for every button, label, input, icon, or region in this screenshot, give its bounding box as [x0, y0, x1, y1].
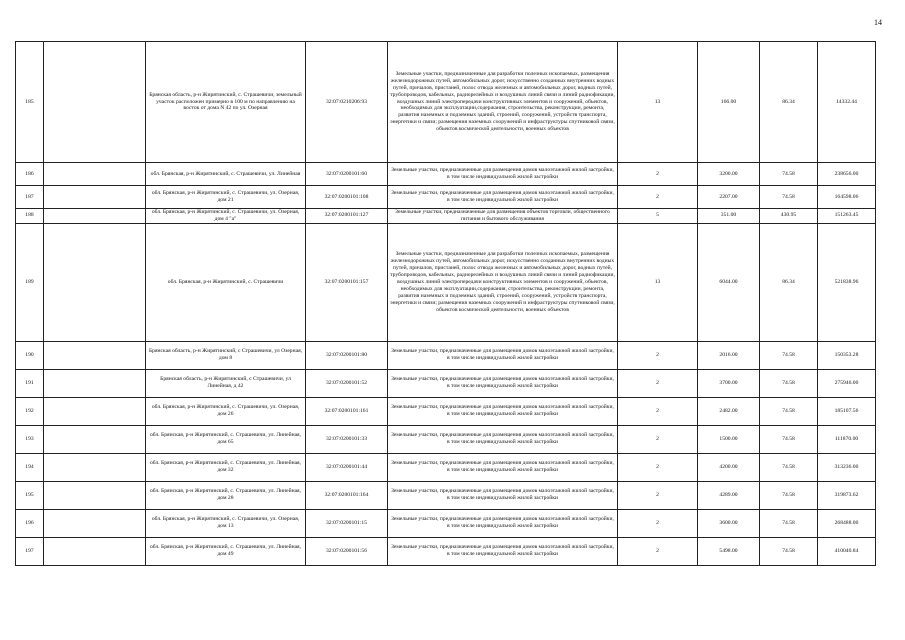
cadastral-number-cell: 32:07:0200101:108 [306, 186, 388, 209]
group-code-cell: 2 [618, 425, 698, 453]
area-cell: 351.00 [698, 209, 760, 224]
cadastral-value-cell: 151263.45 [818, 209, 876, 224]
address-cell: обл. Брянская, р-н Жирятинский, с. Страшевичи, ул. Линейная, дом 32 [146, 453, 306, 481]
cadastral-number-cell: 32:07:0200101:60 [306, 163, 388, 186]
row-number-cell: 194 [16, 453, 44, 481]
table-row [16, 537, 876, 565]
table-row [16, 453, 876, 481]
group-code-cell: 2 [618, 163, 698, 186]
land-purpose-cell: Земельные участки, предназначенные для размещения объектов торговли, общественного питания и бытового обслуживания [388, 209, 618, 224]
address-cell: Брянская область, р-н Жирятинский, с. Страшевичи, земельный участок расположен примерно в 100 м по направлению на восток от дома N 42 по ул. Озерная [146, 42, 306, 163]
area-cell: 2482.00 [698, 397, 760, 425]
cadastral-value-cell: 14332.44 [818, 42, 876, 163]
area-cell: 3700.00 [698, 369, 760, 397]
cadastral-number-cell: 32:07:0200101:33 [306, 425, 388, 453]
group-code-cell: 2 [618, 397, 698, 425]
empty-cell [44, 209, 146, 224]
area-cell: 166.00 [698, 42, 760, 163]
group-code-cell: 2 [618, 537, 698, 565]
land-purpose-cell: Земельные участки, предназначенные для размещения домов малоэтажной жилой застройки, в том числе индивидуальной жилой застройки [388, 186, 618, 209]
empty-cell [44, 537, 146, 565]
area-cell: 4289.00 [698, 481, 760, 509]
address-cell: обл. Брянская, р-н Жирятинский, с. Страшевичи, ул. Озерная, дом 13 [146, 509, 306, 537]
land-purpose-cell: Земельные участки, предназначенные для размещения домов малоэтажной жилой застройки, в том числе индивидуальной жилой застройки [388, 369, 618, 397]
cadastral-value-cell: 521838.96 [818, 223, 876, 341]
group-code-cell: 13 [618, 42, 698, 163]
specific-value-cell: 74.58 [760, 453, 818, 481]
specific-value-cell: 74.58 [760, 425, 818, 453]
empty-cell [44, 397, 146, 425]
specific-value-cell: 430.95 [760, 209, 818, 224]
group-code-cell: 2 [618, 481, 698, 509]
empty-cell [44, 186, 146, 209]
area-cell: 2207.00 [698, 186, 760, 209]
empty-cell [44, 453, 146, 481]
cadastral-number-cell: 32:07:0200101:127 [306, 209, 388, 224]
table-row [16, 369, 876, 397]
group-code-cell: 2 [618, 341, 698, 369]
row-number-cell: 197 [16, 537, 44, 565]
group-code-cell: 2 [618, 509, 698, 537]
area-cell: 6044.00 [698, 223, 760, 341]
area-cell: 1500.00 [698, 425, 760, 453]
specific-value-cell: 74.58 [760, 341, 818, 369]
table-row [16, 186, 876, 209]
empty-cell [44, 163, 146, 186]
area-cell: 2016.00 [698, 341, 760, 369]
specific-value-cell: 74.58 [760, 509, 818, 537]
cadastral-value-cell: 185107.56 [818, 397, 876, 425]
empty-cell [44, 509, 146, 537]
land-purpose-cell: Земельные участки, предназначенные для размещения домов малоэтажной жилой застройки, в том числе индивидуальной жилой застройки [388, 481, 618, 509]
specific-value-cell: 74.58 [760, 369, 818, 397]
empty-cell [44, 481, 146, 509]
address-cell: обл. Брянская, р-н Жирятинский, с. Страшевичи, ул. Озерная, дом 21 [146, 186, 306, 209]
row-number-cell: 193 [16, 425, 44, 453]
land-purpose-cell: Земельные участки, предназначенные для размещения домов малоэтажной жилой застройки, в том числе индивидуальной жилой застройки [388, 537, 618, 565]
address-cell: обл. Брянская, р-н Жирятинский, с. Страшевичи, ул. Линейная, дом 65 [146, 425, 306, 453]
table-row [16, 42, 876, 163]
cadastral-number-cell: 32:07:0200101:164 [306, 481, 388, 509]
table-row [16, 223, 876, 341]
cadastral-value-cell: 313236.00 [818, 453, 876, 481]
cadastral-number-cell: 32:07:0200101:161 [306, 397, 388, 425]
empty-cell [44, 42, 146, 163]
specific-value-cell: 74.58 [760, 397, 818, 425]
table-row [16, 425, 876, 453]
group-code-cell: 2 [618, 453, 698, 481]
row-number-cell: 190 [16, 341, 44, 369]
land-purpose-cell: Земельные участки, предназначенные для размещения домов малоэтажной жилой застройки, в том числе индивидуальной жилой застройки [388, 397, 618, 425]
specific-value-cell: 74.58 [760, 537, 818, 565]
table-row [16, 509, 876, 537]
address-cell: обл. Брянская, р-н Жирятинский, с. Страшевичи, ул. Озерная, дом 4 "а" [146, 209, 306, 224]
address-cell: обл. Брянская, р-н Жирятинский, с. Страшевичи, ул. Линейная, дом 28 [146, 481, 306, 509]
row-number-cell: 192 [16, 397, 44, 425]
specific-value-cell: 86.34 [760, 223, 818, 341]
table-row [16, 397, 876, 425]
land-purpose-cell: Земельные участки, предназначенные для размещения домов малоэтажной жилой застройки, в том числе индивидуальной жилой застройки [388, 425, 618, 453]
table-row [16, 341, 876, 369]
address-cell: Брянская область, р-н Жирятинский, с Страшевичи, ул Озерная, дом 8 [146, 341, 306, 369]
cadastral-value-cell: 275946.00 [818, 369, 876, 397]
group-code-cell: 13 [618, 223, 698, 341]
cadastral-value-cell: 410040.84 [818, 537, 876, 565]
cadastral-value-cell: 268488.00 [818, 509, 876, 537]
specific-value-cell: 74.58 [760, 163, 818, 186]
land-purpose-cell: Земельные участки, предназначенные для размещения домов малоэтажной жилой застройки, в том числе индивидуальной жилой застройки [388, 509, 618, 537]
land-purpose-cell: Земельные участки, предназначенные для размещения домов малоэтажной жилой застройки, в том числе индивидуальной жилой застройки [388, 341, 618, 369]
empty-cell [44, 223, 146, 341]
cadastral-value-cell: 164598.06 [818, 186, 876, 209]
row-number-cell: 188 [16, 209, 44, 224]
row-number-cell: 191 [16, 369, 44, 397]
row-number-cell: 185 [16, 42, 44, 163]
cadastral-value-cell: 319873.62 [818, 481, 876, 509]
cadastral-value-cell: 111870.00 [818, 425, 876, 453]
cadastral-number-cell: 32:07:0200101:157 [306, 223, 388, 341]
area-cell: 4200.00 [698, 453, 760, 481]
row-number-cell: 186 [16, 163, 44, 186]
empty-cell [44, 369, 146, 397]
table-body [16, 42, 876, 566]
group-code-cell: 2 [618, 186, 698, 209]
land-purpose-cell: Земельные участки, предназначенные для размещения домов малоэтажной жилой застройки, в том числе индивидуальной жилой застройки [388, 163, 618, 186]
land-purpose-cell: Земельные участки, предназначенные для разработки полезных ископаемых, размещения железнодорожных путей, автомобильных дорог, искусственно созданных внутренних водных путей, причалов, пристаней, полос отвода железных и автомобильных дорог, водных путей, трубопроводов, кабельных, радиорелейных и воздушных линий связи и линий радиофикации, воздушных линий электропередачи конструктивных элементов и сооружений, объектов, необходимых для эксплуатации,содержания, строительства, реконструкции, ремонта, развития наземных и подземных зданий, строений, сооружений, устройств транспорта, энергетики и связи; размещения наземных сооружений и инфраструктуры спутниковой связи, объектов космической деятельности, военных объектов [388, 223, 618, 341]
row-number-cell: 189 [16, 223, 44, 341]
address-cell: Брянская область, р-н Жирятинский, с Страшевичи, ул Линейная, д 42 [146, 369, 306, 397]
address-cell: обл. Брянская, р-н Жирятинский, с. Страшевичи, ул. Линейная [146, 163, 306, 186]
address-cell: обл. Брянская, р-н Жирятинский, с. Страшевичи, ул. Линейная, дом 49 [146, 537, 306, 565]
address-cell: обл. Брянская, р-н Жирятинский, с. Страшевичи, ул. Озерная, дом 26 [146, 397, 306, 425]
area-cell: 5498.00 [698, 537, 760, 565]
area-cell: 3600.00 [698, 509, 760, 537]
group-code-cell: 2 [618, 369, 698, 397]
specific-value-cell: 86.34 [760, 42, 818, 163]
address-cell: обл. Брянская, р-н Жирятинский, с. Страшевичи [146, 223, 306, 341]
table-row [16, 209, 876, 224]
row-number-cell: 195 [16, 481, 44, 509]
land-purpose-cell: Земельные участки, предназначенные для размещения домов малоэтажной жилой застройки, в том числе индивидуальной жилой застройки [388, 453, 618, 481]
cadastral-number-cell: 32:07:0200101:56 [306, 537, 388, 565]
table-row [16, 481, 876, 509]
land-purpose-cell: Земельные участки, предназначенные для разработки полезных ископаемых, размещения железнодорожных путей, автомобильных дорог, искусственно созданных внутренних водных путей, причалов, пристаней, полос отвода железных и автомобильных дорог, водных путей, трубопроводов, кабельных, радиорелейных и воздушных линий связи и линий радиофикации, воздушных линий электропередачи конструктивных элементов и сооружений, объектов, необходимых для эксплуатации,содержания, строительства, реконструкции, ремонта, развития наземных и подземных зданий, строений, сооружений, устройств транспорта, энергетики и связи; размещения наземных сооружений и инфраструктуры спутниковой связи, объектов космической деятельности, военных объектов [388, 42, 618, 163]
land-registry-table [15, 41, 876, 566]
page-number: 14 [874, 18, 882, 27]
cadastral-value-cell: 150353.28 [818, 341, 876, 369]
cadastral-number-cell: 32:07:0210206:93 [306, 42, 388, 163]
group-code-cell: 5 [618, 209, 698, 224]
cadastral-value-cell: 238656.00 [818, 163, 876, 186]
cadastral-number-cell: 32:07:0200101:80 [306, 341, 388, 369]
cadastral-number-cell: 32:07:0200101:44 [306, 453, 388, 481]
empty-cell [44, 341, 146, 369]
specific-value-cell: 74.58 [760, 186, 818, 209]
row-number-cell: 187 [16, 186, 44, 209]
cadastral-number-cell: 32:07:0200101:52 [306, 369, 388, 397]
row-number-cell: 196 [16, 509, 44, 537]
table-row [16, 163, 876, 186]
cadastral-number-cell: 32:07:0200101:15 [306, 509, 388, 537]
specific-value-cell: 74.58 [760, 481, 818, 509]
area-cell: 3200.00 [698, 163, 760, 186]
empty-cell [44, 425, 146, 453]
